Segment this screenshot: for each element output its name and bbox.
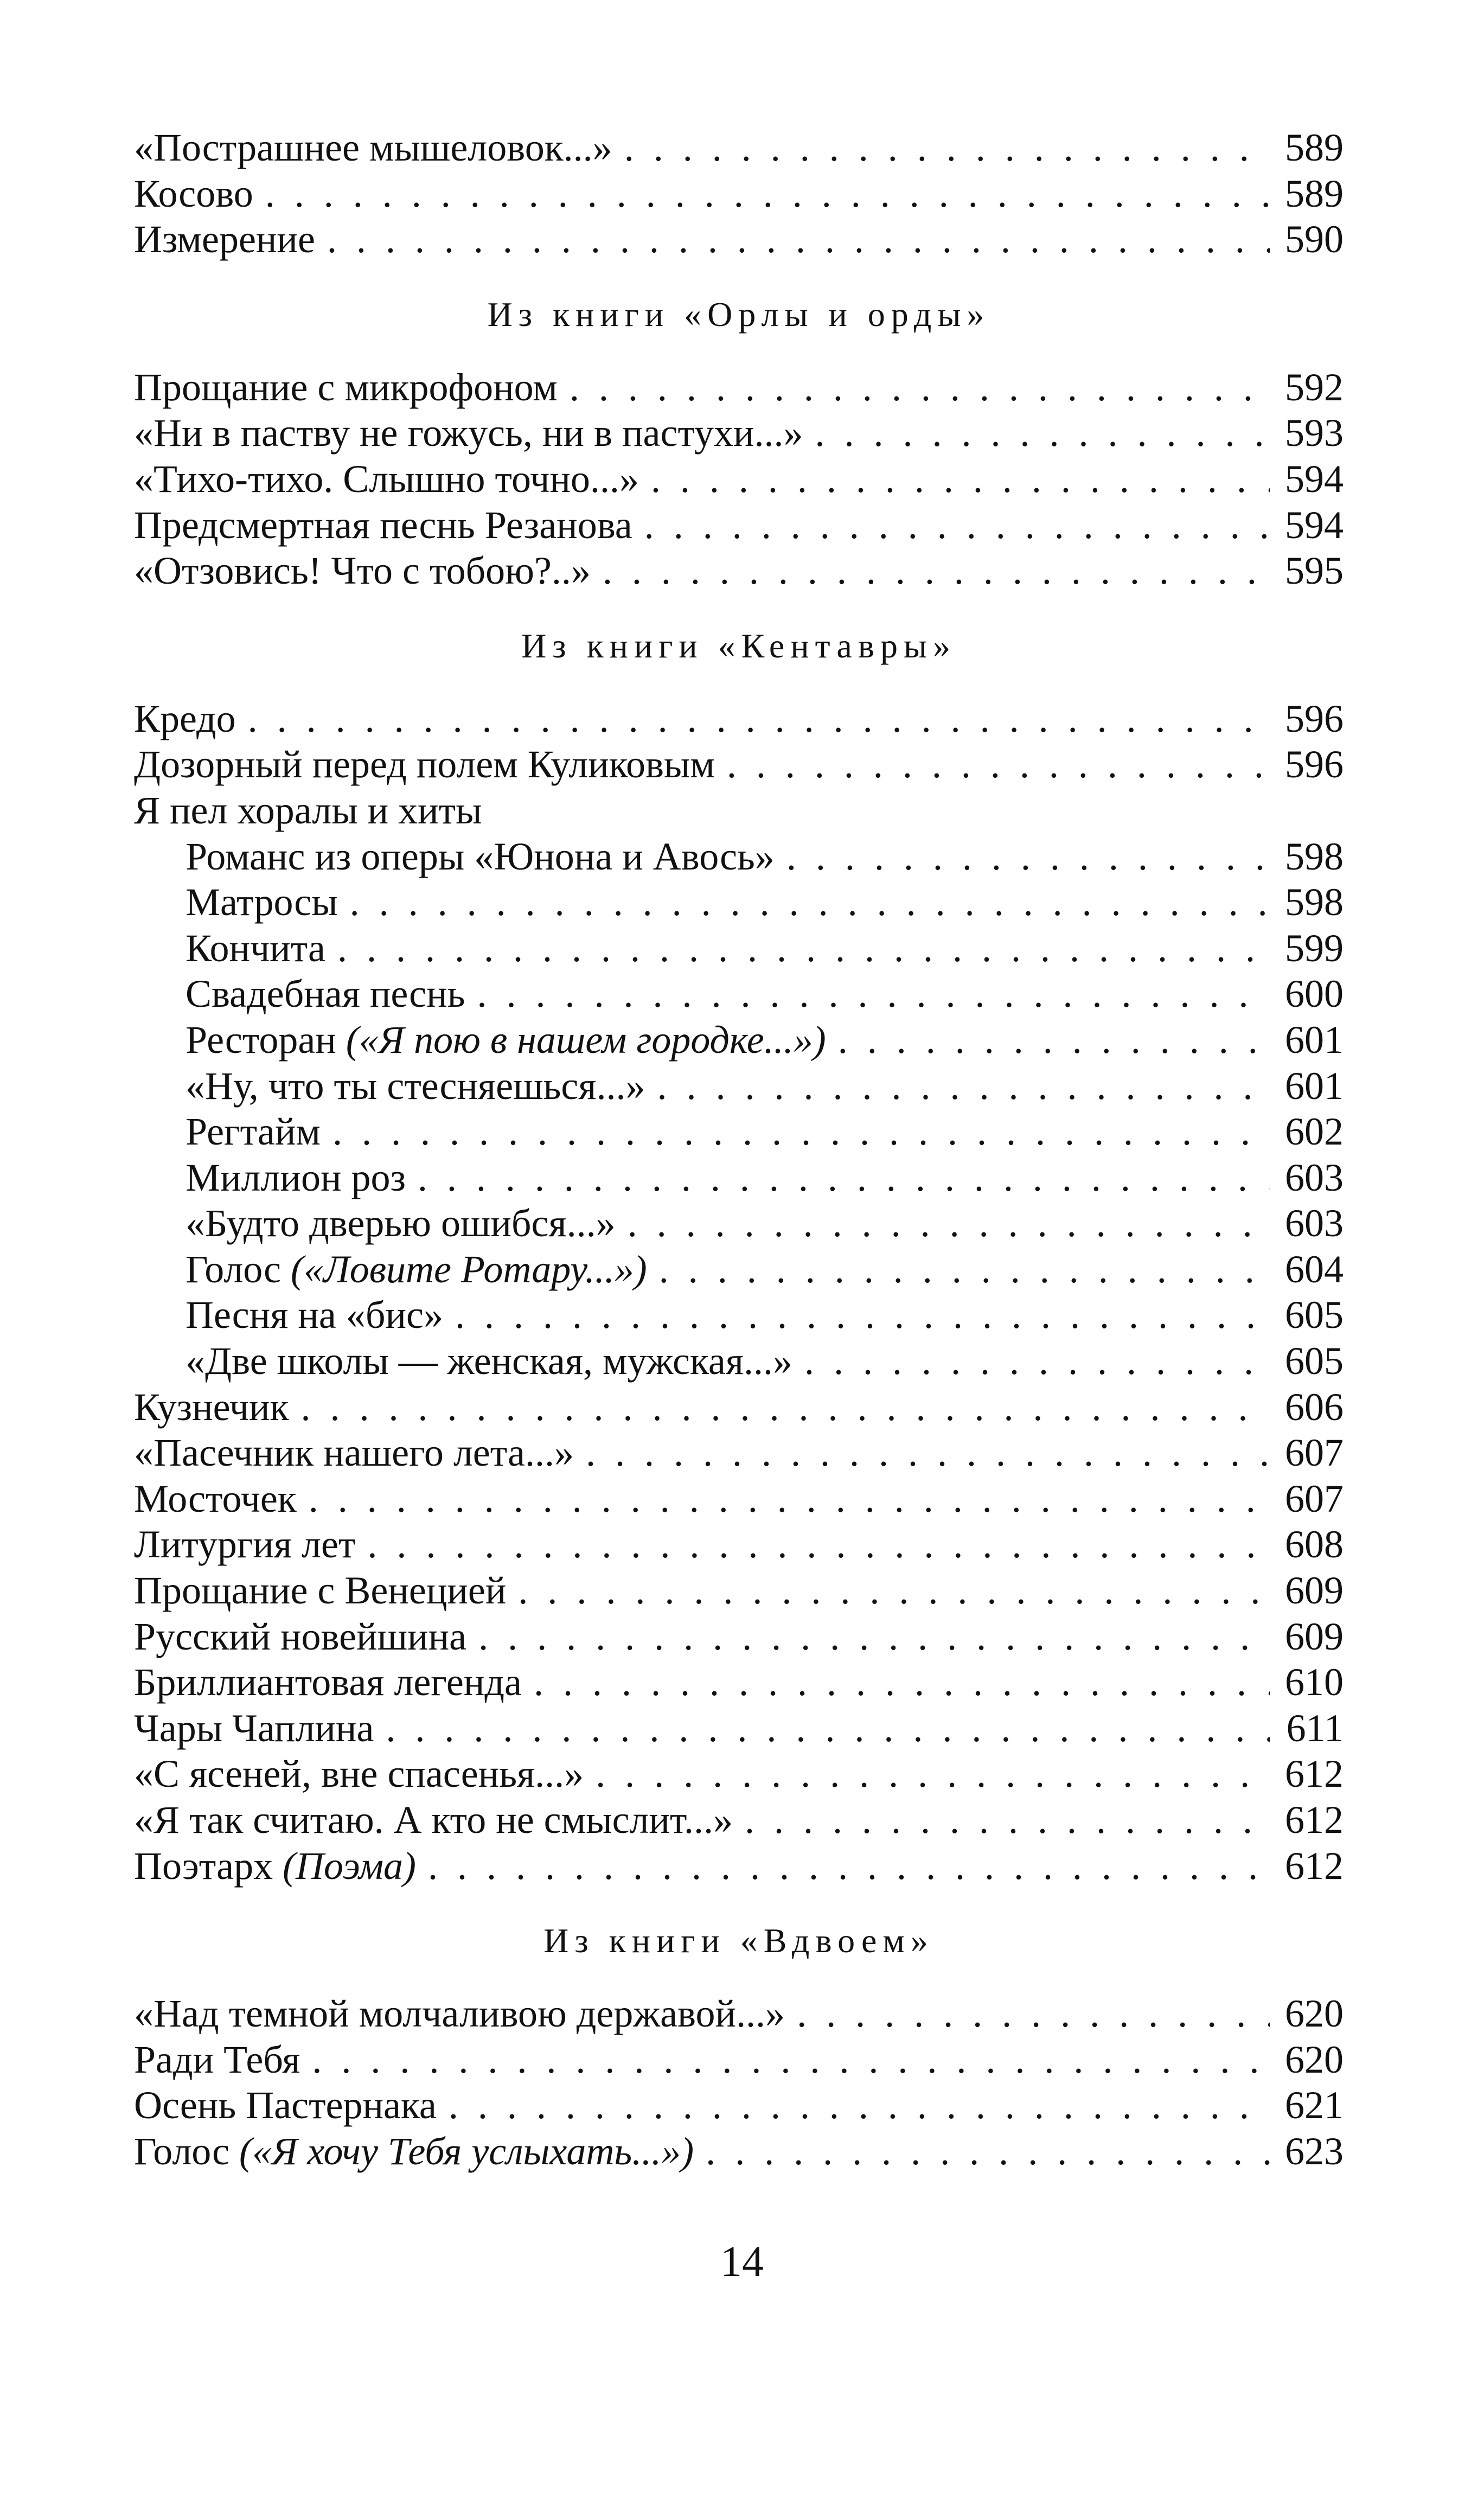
entry-page-number: 590 (1285, 218, 1344, 261)
entry-title: Литургия лет (134, 1523, 356, 1567)
toc-entry (134, 548, 1344, 594)
entry-page-number: 598 (1285, 834, 1344, 878)
dot-leader (477, 971, 1270, 1017)
entry-page-number: 605 (1285, 1293, 1344, 1337)
dot-leader (309, 1476, 1270, 1522)
entry-page-number: 612 (1285, 1752, 1344, 1796)
entry-page-number: 594 (1285, 457, 1344, 501)
entry-title: Поэтарх (134, 1844, 273, 1888)
dot-leader (659, 1247, 1270, 1293)
toc-entry (134, 2082, 1344, 2129)
dot-leader (337, 925, 1270, 971)
toc-entry (134, 1568, 1344, 1614)
entry-title: Матросы (186, 880, 338, 924)
table-of-contents (134, 125, 1344, 2175)
toc-entry (134, 879, 1344, 925)
entry-title: Ресторан (186, 1018, 336, 1062)
entry-title: Мосточек (134, 1476, 297, 1520)
toc-entry (134, 1476, 1344, 1522)
entry-title: Русский новейшина (134, 1614, 467, 1658)
dot-leader (838, 1017, 1270, 1063)
entry-page-number: 621 (1285, 2083, 1344, 2127)
entry-title: Бриллиантовая легенда (134, 1660, 522, 1704)
dot-leader (350, 879, 1270, 925)
toc-entry (134, 971, 1344, 1017)
entry-page-number: 599 (1285, 926, 1344, 970)
dot-leader (628, 1200, 1270, 1247)
dot-leader (596, 1751, 1270, 1797)
toc-entry (134, 788, 1344, 834)
entry-title: Миллион роз (186, 1155, 406, 1199)
toc-entry (134, 925, 1344, 971)
entry-title: «Пасечник нашего лета...» (134, 1431, 574, 1475)
dot-leader (657, 1063, 1270, 1109)
toc-entry (134, 1751, 1344, 1797)
entry-title: Кончита (186, 926, 326, 970)
entry-page-number: 609 (1285, 1614, 1344, 1658)
entry-title: «С ясеней, вне спасенья...» (134, 1752, 584, 1796)
dot-leader (518, 1568, 1270, 1614)
entry-title: «Тихо-тихо. Слышно точно...» (134, 457, 639, 501)
entry-page-number: 600 (1285, 972, 1344, 1016)
entry-title: Регтайм (186, 1110, 321, 1154)
dot-leader (418, 1155, 1270, 1201)
dot-leader (624, 125, 1270, 171)
entry-title: «Пострашнее мышеловок...» (134, 126, 612, 169)
dot-leader (786, 834, 1270, 880)
toc-entry (134, 742, 1344, 788)
toc-entry (134, 696, 1344, 742)
entry-page-number: 620 (1285, 1992, 1344, 2036)
toc-entry (134, 1991, 1344, 2037)
entry-title: Предсмертная песнь Резанова (134, 503, 632, 547)
section-heading: Из книги «Кентавры» (521, 626, 956, 665)
entry-page-number: 609 (1285, 1569, 1344, 1613)
toc-entry (134, 1430, 1344, 1476)
dot-leader (745, 1797, 1270, 1843)
entry-title: Песня на «бис» (186, 1293, 443, 1337)
toc-entry (134, 2037, 1344, 2083)
entry-title: Прощание с Венецией (134, 1569, 507, 1613)
dot-leader (455, 1292, 1270, 1338)
entry-title: Кузнечик (134, 1385, 289, 1429)
toc-entry (134, 1109, 1344, 1155)
entry-note: («Я пою в нашем городке...») (346, 1018, 826, 1062)
entry-title: Ради Тебя (134, 2037, 300, 2081)
entry-page-number: 598 (1285, 880, 1344, 924)
entry-title: «Над темной молчаливою державой...» (134, 1992, 785, 2036)
entry-title: «Будто дверью ошибся...» (186, 1201, 616, 1245)
entry-page-number: 610 (1285, 1660, 1344, 1704)
entry-title: Свадебная песнь (186, 972, 465, 1016)
toc-section (134, 623, 1344, 1889)
entry-page-number: 596 (1285, 696, 1344, 740)
entry-page-number: 605 (1285, 1339, 1344, 1383)
dot-leader (327, 216, 1270, 263)
entry-title: «Ну, что ты стесняешься...» (186, 1064, 645, 1108)
dot-leader (386, 1705, 1270, 1752)
entry-page-number: 592 (1285, 365, 1344, 409)
toc-entry (134, 834, 1344, 880)
section-heading: Из книги «Вдвоем» (543, 1921, 934, 1960)
toc-entry (134, 1522, 1344, 1568)
toc-section (134, 1918, 1344, 2174)
entry-page-number: 601 (1285, 1018, 1344, 1062)
dot-leader (804, 1338, 1270, 1384)
toc-entry (134, 1384, 1344, 1430)
entry-title: Голос (134, 2129, 230, 2173)
entry-page-number: 596 (1285, 743, 1344, 787)
entry-page-number: 612 (1285, 1844, 1344, 1888)
entry-page-number: 612 (1285, 1798, 1344, 1842)
entry-title: «Ни в паству не гожусь, ни в пастухи...» (134, 411, 803, 455)
entry-page-number: 606 (1285, 1385, 1344, 1429)
section-heading: Из книги «Орлы и орды» (487, 295, 990, 334)
entry-page-number: 623 (1285, 2129, 1344, 2173)
toc-entry (134, 410, 1344, 456)
entry-page-number: 608 (1285, 1523, 1344, 1567)
toc-entry (134, 1659, 1344, 1705)
toc-entry (134, 2129, 1344, 2175)
entry-title: Чары Чаплина (134, 1706, 374, 1750)
entry-title: «Отзовись! Что с тобою?..» (134, 549, 591, 593)
entry-title: Голос (186, 1247, 282, 1291)
dot-leader (797, 1991, 1270, 2037)
entry-page-number: 589 (1285, 171, 1344, 215)
dot-leader (300, 1384, 1270, 1430)
entry-title: Осень Пастернака (134, 2083, 437, 2127)
entry-page-number: 589 (1285, 126, 1344, 169)
toc-entry (134, 125, 1344, 171)
toc-section (134, 292, 1344, 594)
entry-title: «Я так считаю. А кто не смыслит...» (134, 1798, 733, 1842)
dot-leader (449, 2082, 1270, 2129)
entry-page-number: 594 (1285, 503, 1344, 547)
toc-entry (134, 1063, 1344, 1109)
entry-title: Дозорный перед полем Куликовым (134, 743, 715, 787)
dot-leader (706, 2129, 1270, 2175)
entry-page-number: 593 (1285, 411, 1344, 455)
entry-page-number: 607 (1285, 1476, 1344, 1520)
dot-leader (651, 456, 1270, 502)
entry-page-number: 595 (1285, 549, 1344, 593)
dot-leader (534, 1659, 1270, 1705)
toc-entry (134, 1017, 1344, 1063)
entry-page-number: 601 (1285, 1064, 1344, 1108)
toc-entry (134, 1614, 1344, 1660)
dot-leader (644, 502, 1270, 548)
dot-leader (367, 1522, 1270, 1568)
toc-entry (134, 216, 1344, 263)
toc-entry (134, 1705, 1344, 1752)
entry-page-number: 603 (1285, 1201, 1344, 1245)
entry-title: Романс из оперы «Юнона и Авось» (186, 834, 775, 878)
entry-page-number: 603 (1285, 1155, 1344, 1199)
toc-entry (134, 365, 1344, 411)
entry-title: Прощание с микрофоном (134, 365, 558, 409)
entry-page-number: 604 (1285, 1247, 1344, 1291)
entry-title: Кредо (134, 696, 236, 740)
entry-note: («Я хочу Тебя услыхать...») (239, 2129, 694, 2173)
toc-entry (134, 456, 1344, 502)
dot-leader (265, 171, 1270, 217)
entry-note: (Поэма) (283, 1844, 417, 1888)
dot-leader (478, 1614, 1270, 1660)
entry-title: Измерение (134, 218, 315, 261)
toc-entry (134, 1200, 1344, 1247)
dot-leader (332, 1109, 1270, 1155)
entry-title: «Две школы — женская, мужская...» (186, 1339, 792, 1383)
toc-entry (134, 1338, 1344, 1384)
dot-leader (570, 365, 1270, 411)
dot-leader (248, 696, 1270, 742)
toc-entry (134, 171, 1344, 217)
toc-entry (134, 1247, 1344, 1293)
entry-note: («Ловите Ротару...») (291, 1247, 647, 1291)
toc-entry (134, 1843, 1344, 1889)
entry-title: Косово (134, 171, 253, 215)
entry-page-number: 611 (1286, 1706, 1344, 1750)
toc-entry (134, 1292, 1344, 1338)
dot-leader (815, 410, 1270, 456)
dot-leader (428, 1843, 1270, 1889)
toc-entry (134, 1797, 1344, 1843)
dot-leader (603, 548, 1270, 594)
toc-section (134, 125, 1344, 263)
dot-leader (312, 2037, 1270, 2083)
toc-entry (134, 1155, 1344, 1201)
dot-leader (586, 1430, 1270, 1476)
page-number: 14 (720, 2238, 764, 2286)
entry-page-number: 602 (1285, 1110, 1344, 1154)
entry-title: Я пел хоралы и хиты (134, 788, 482, 832)
toc-entry (134, 502, 1344, 548)
dot-leader (727, 742, 1270, 788)
entry-page-number: 607 (1285, 1431, 1344, 1475)
entry-page-number: 620 (1285, 2037, 1344, 2081)
